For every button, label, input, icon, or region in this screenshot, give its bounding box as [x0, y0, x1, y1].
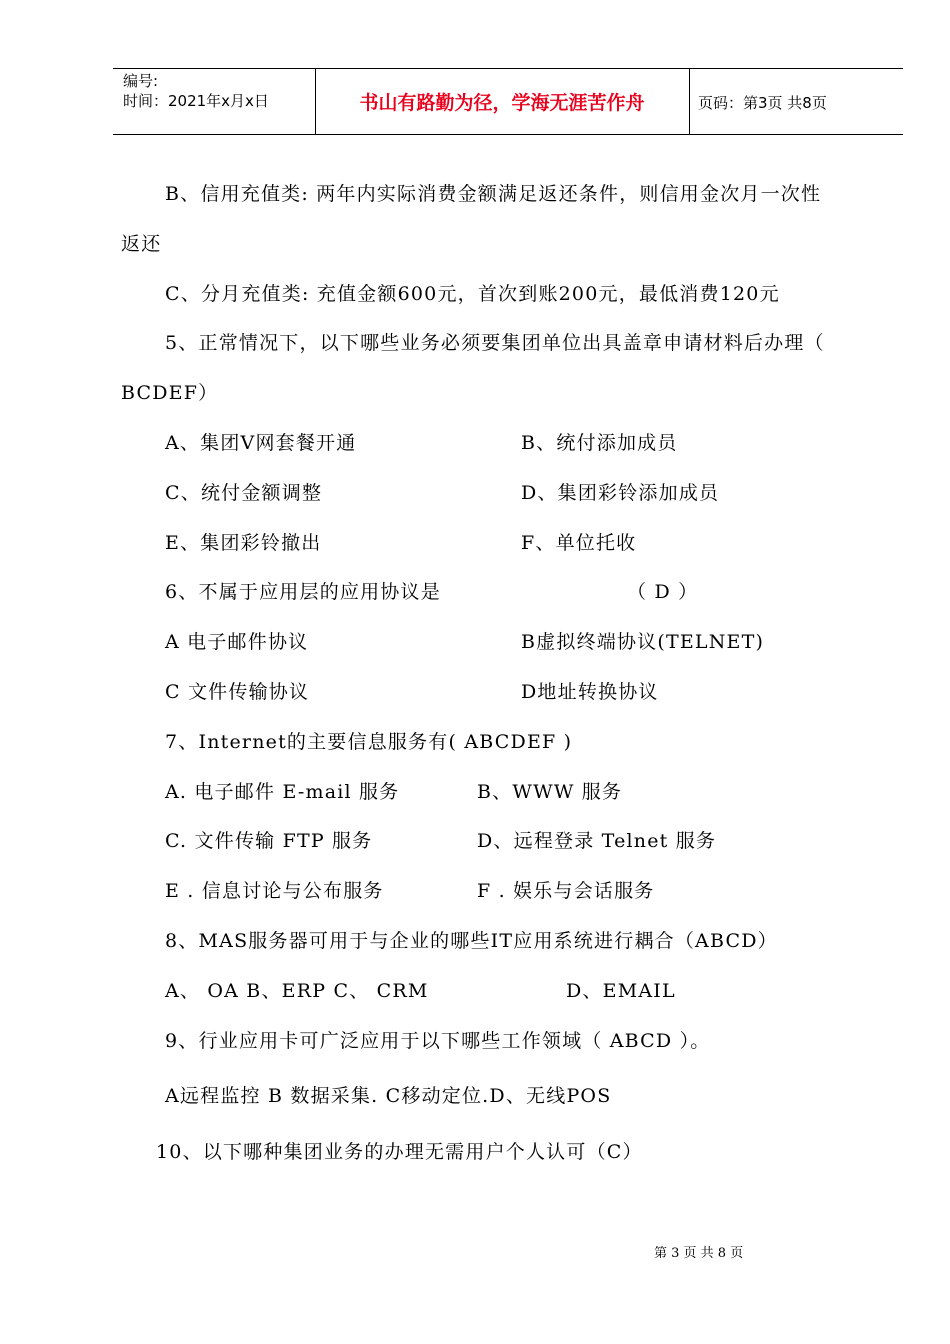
option-d: D、远程登录 Telnet 服务 — [477, 830, 717, 852]
option-c: C、统付金额调整 — [165, 482, 323, 504]
text-line: C、分月充值类: 充值金额600元，首次到账200元，最低消费120元 — [165, 283, 780, 305]
question-6: 6、不属于应用层的应用协议是 — [165, 581, 441, 603]
option-c: C 文件传输协议 — [165, 681, 310, 703]
option-e: E . 信息讨论与公布服务 — [165, 880, 384, 902]
answer-5: BCDEF） — [121, 382, 219, 404]
page-footer: 第 3 页 共 8 页 — [654, 1246, 744, 1261]
question-8: 8、MAS服务器可用于与企业的哪些IT应用系统进行耦合（ABCD） — [165, 930, 778, 952]
option-e: E、集团彩铃撤出 — [165, 532, 322, 554]
question-5: 5、正常情况下，以下哪些业务必须要集团单位出具盖章申请材料后办理（ — [165, 332, 825, 354]
header-motto-cell — [315, 69, 690, 134]
time-label: 时间：2021年x月x日 — [123, 92, 269, 110]
option-a: A. 电子邮件 E-mail 服务 — [165, 781, 400, 803]
page-header — [113, 68, 903, 135]
option-b: B虚拟终端协议(TELNET) — [521, 631, 765, 653]
text-line: B、信用充值类: 两年内实际消费金额满足返还条件，则信用金次月一次性 — [165, 183, 822, 205]
options-8: A、 OA B、ERP C、 CRM — [165, 980, 429, 1002]
answer-6: （ D ） — [627, 581, 699, 603]
header-info-cell — [113, 69, 316, 134]
serial-label: 编号: — [123, 72, 159, 90]
question-9: 9、行业应用卡可广泛应用于以下哪些工作领域（ ABCD ）。 — [165, 1030, 711, 1052]
option-c: C. 文件传输 FTP 服务 — [165, 830, 373, 852]
option-d: D、EMAIL — [566, 980, 676, 1002]
option-a: A 电子邮件协议 — [165, 631, 309, 653]
question-7: 7、Internet的主要信息服务有( ABCDEF ) — [165, 731, 573, 753]
option-a: A、集团V网套餐开通 — [165, 432, 357, 454]
header-page-cell — [689, 69, 903, 134]
option-f: F、单位托收 — [521, 532, 637, 554]
options-9: A远程监控 B 数据采集. C移动定位.D、无线POS — [165, 1085, 612, 1107]
question-10: 10、以下哪种集团业务的办理无需用户个人认可（C） — [156, 1141, 643, 1163]
option-b: B、统付添加成员 — [521, 432, 678, 454]
option-d: D、集团彩铃添加成员 — [521, 482, 720, 504]
text-line: 返还 — [121, 233, 162, 255]
option-f: F . 娱乐与会话服务 — [477, 880, 655, 902]
option-d: D地址转换协议 — [521, 681, 659, 703]
page-number-label: 页码：第3页 共8页 — [698, 94, 827, 112]
option-b: B、WWW 服务 — [477, 781, 623, 803]
motto-text: 书山有路勤为径，学海无涯苦作舟 — [359, 92, 645, 114]
